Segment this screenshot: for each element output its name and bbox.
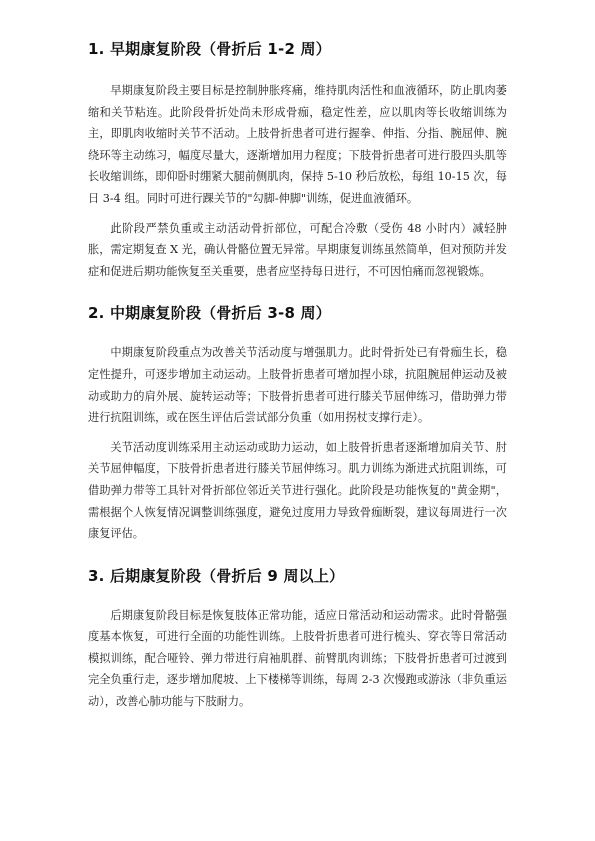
section-heading-mid: 2. 中期康复阶段（骨折后 3-8 周） bbox=[88, 304, 331, 323]
paragraph: 关节活动度训练采用主动运动或助力运动，如上肢骨折患者逐渐增加肩关节、肘关节屈伸幅度，下肢骨折患者进行膝关节屈伸练习。肌力训练为渐进式抗阻训练，可借助弹力带等工具针对骨折部位邻近关节进行强化。此阶段是功能恢复的"黄金期"，需根据个人恢复情况调整训练强度，避免过度用力导致骨痂断裂，建议每周进行一次康复评估。 bbox=[88, 440, 507, 541]
paragraph: 中期康复阶段重点为改善关节活动度与增强肌力。此时骨折处已有骨痂生长，稳定性提升，可逐步增加主动运动。上肢骨折患者可增加捏小球，抗阻腕屈伸运动及被动或助力的肩外展、旋转运动等；下肢骨折患者可进行膝关节屈伸练习，借助弹力带进行抗阻训练，或在医生评估后尝试部分负重（如用拐杖支撑行走）。 bbox=[88, 346, 507, 425]
section-heading-early: 1. 早期康复阶段（骨折后 1-2 周） bbox=[88, 40, 331, 58]
section-early-rehab bbox=[88, 38, 507, 282]
section-late-rehab bbox=[88, 565, 507, 713]
section-heading-late: 3. 后期康复阶段（骨折后 9 周以上） bbox=[88, 566, 345, 585]
paragraph: 后期康复阶段目标是恢复肢体正常功能，适应日常活动和运动需求。此时骨骼强度基本恢复，可进行全面的功能性训练。上肢骨折患者可进行梳头、穿衣等日常活动模拟训练，配合哑铃、弹力带进行肩袖肌群、前臂肌肉训练；下肢骨折患者可过渡到完全负重行走，逐步增加爬坡、上下楼梯等训练，每周 2-3 次慢跑或游泳（非负重运动），改善心肺功能与下肢耐力。 bbox=[88, 608, 507, 709]
paragraph: 早期康复阶段主要目标是控制肿胀疼痛，维持肌肉活性和血液循环，防止肌肉萎缩和关节粘连。此阶段骨折处尚未形成骨痂，稳定性差，应以肌肉等长收缩训练为主，即肌肉收缩时关节不活动。上肢骨折患者可进行握拳、伸指、分指、腕屈伸、腕绕环等主动练习，幅度尽量大，逐渐增加用力程度；下肢骨折患者可进行股四头肌等长收缩训练，即仰卧时绷紧大腿前侧肌肉，保持 5-10 秒后放松，每组 10-15 次，每日 3-4 组。同时可进行踝关节的"勾脚-伸脚"训练，促进血液循环。 bbox=[88, 84, 507, 205]
section-mid-rehab bbox=[88, 302, 507, 544]
paragraph: 此阶段严禁负重或主动活动骨折部位，可配合冷敷（受伤 48 小时内）减轻肿胀，需定期复查 X 光，确认骨骼位置无异常。早期康复训练虽然简单，但对预防并发症和促进后期功能恢复至关重要，患者应坚持每日进行，不可因怕痛而忽视锻炼。 bbox=[88, 221, 507, 278]
